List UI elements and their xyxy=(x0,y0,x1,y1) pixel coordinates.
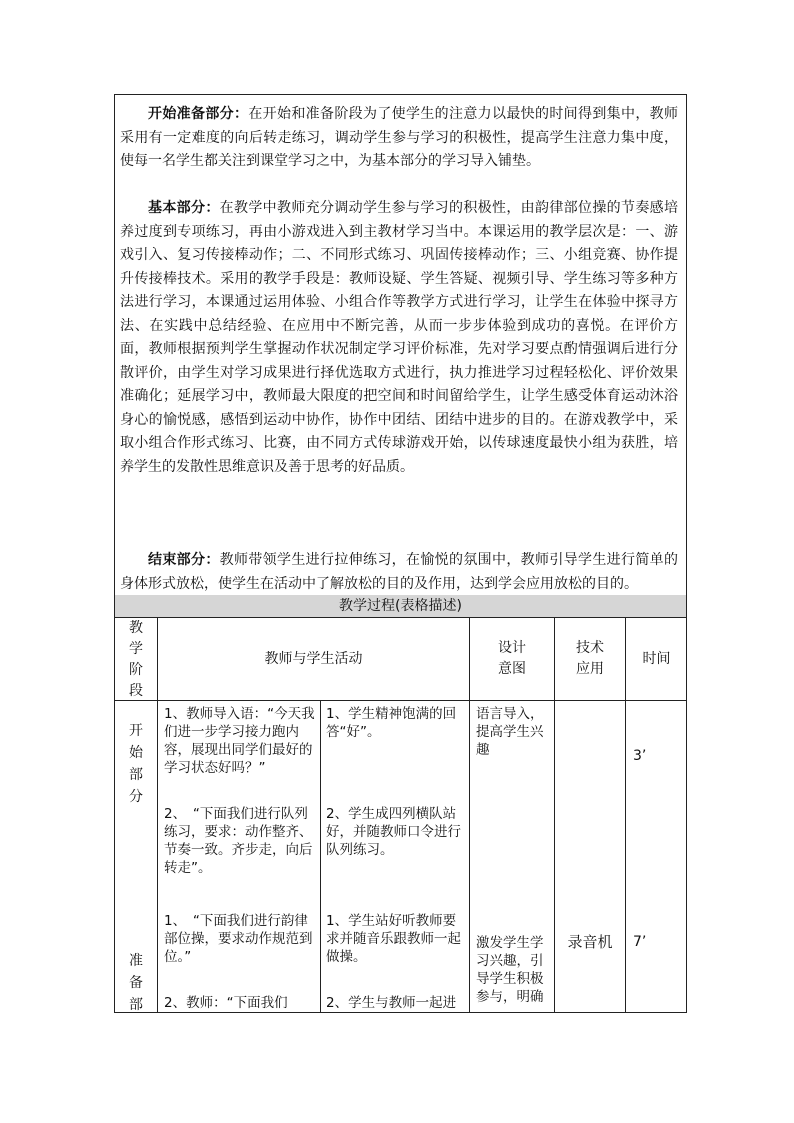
col-divider-1 xyxy=(157,617,158,1013)
header-stage: 教 学 阶 段 xyxy=(129,620,143,699)
tech-tape-recorder: 录音机 xyxy=(567,933,613,951)
student-activity-1: 1、学生精神饱满的回答“好”。 xyxy=(326,706,457,740)
col-divider-5 xyxy=(625,617,626,1013)
student-activity-2: 2、学生成四列横队站好，并随教师口令进行队列练习。 xyxy=(326,806,461,858)
header-design: 设计 意图 xyxy=(498,640,526,677)
header-time: 时间 xyxy=(642,651,671,667)
header-tech: 技术 应用 xyxy=(576,640,604,677)
title-bottom-rule xyxy=(114,617,687,618)
time-prep: 7’ xyxy=(633,934,647,950)
header-activity: 教师与学生活动 xyxy=(264,651,363,667)
col-divider-2 xyxy=(320,700,321,1013)
teacher-activity-4: 2、教师：“下面我们 xyxy=(164,995,288,1011)
time-start: 3’ xyxy=(633,748,647,764)
paragraph-ending: 结束部分：教师带领学生进行拉伸练习，在愉悦的氛围中，教师引导学生进行简单的身体形式放松，使学生在活动中了解放松的目的及作用，达到学会应用放松的目的。 xyxy=(120,552,679,592)
student-activity-4: 2、学生与教师一起进 xyxy=(326,995,457,1011)
stage-start: 开 始 部 分 xyxy=(129,723,143,805)
paragraph-start-prep: 开始准备部分：在开始和准备阶段为了使学生的注意力以最快的时间得到集中，教师采用有一定难度的向后转走练习，调动学生参与学习的积极性，提高学生注意力集中度，使每一名学生都关注到课堂学习之中，为基本部分的学习导入铺垫。 xyxy=(120,106,679,169)
design-intent-1: 语言导入，提高学生兴趣 xyxy=(476,706,544,758)
teacher-activity-1: 1、教师导入语：“今天我们进一步学习接力跑内容，展现出同学们最好的学习状态好吗？” xyxy=(164,706,315,776)
design-intent-2: 激发学生学习兴趣，引导学生积极参与，明确 xyxy=(476,935,544,1005)
stage-prep: 准 备 部 xyxy=(129,953,143,1013)
paragraph-basic: 基本部分：在教学中教师充分调动学生参与学习的积极性，由韵律部位操的节奏感培养过度到专项练习，再由小游戏进入到主教材学习当中。本课运用的教学层次是：一、游戏引入、复习传接棒动作；二、不同形式练习、巩固传接棒动作；三、小组竞赛、协作提升传接棒技术。采用的教学手段是：教师设疑、学生答疑、视频引导、学生练习等多种方法进行学习，本课通过运用体验、小组合作等教学方式进行学习，让学生在体验中探寻方法、在实践中总结经验、在应用中不断完善，从而一步步体验到成功的喜悦。在评价方面，教师根据预判学生掌握动作状况制定学习评价标准，先对学习要点酌情强调后进行分散评价，由学生对学习成果进行择优选取方式进行，执力推进学习过程轻松化、评价效果准确化；延展学习中，教师最大限度的把空间和时间留给学生，让学生感受体育运动沐浴身心的愉悦感，感悟到运动中协作，协作中团结、团结中进步的目的。在游戏教学中，采取小组合作形式练习、比赛，由不同方式传球游戏开始，以传球速度最快小组为获胜，培养学生的发散性思维意识及善于思考的好品质。 xyxy=(120,200,679,475)
teacher-activity-2: 2、 “下面我们进行队列练习，要求：动作整齐、节奏一致。齐步走，向后转走”。 xyxy=(164,806,313,876)
header-bottom-rule xyxy=(114,700,687,701)
teacher-activity-3: 1、 “下面我们进行韵律部位操，要求动作规范到位。” xyxy=(164,913,313,965)
table-title: 教学过程(表格描述) xyxy=(115,595,686,617)
student-activity-3: 1、学生站好听教师要求并随音乐跟教师一起做操。 xyxy=(326,913,461,965)
